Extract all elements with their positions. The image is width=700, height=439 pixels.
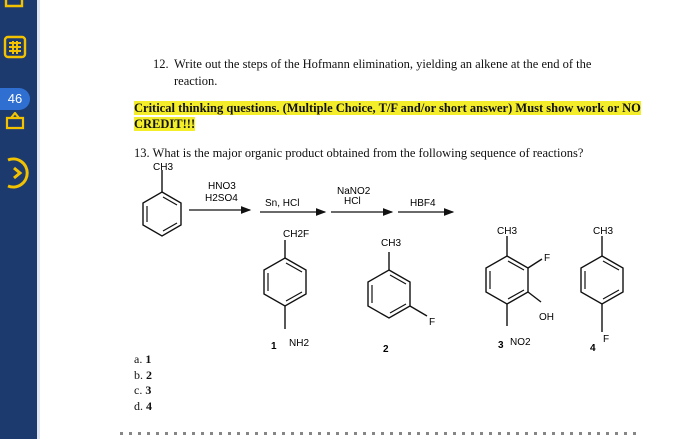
sidebar xyxy=(0,0,37,439)
arrow1-reagent-top: HNO3 xyxy=(208,181,236,192)
top-partial-icon[interactable] xyxy=(2,0,28,18)
sidebar-edge xyxy=(37,0,40,439)
product1-top-group: CH2F xyxy=(283,229,310,240)
question-13 xyxy=(134,146,583,161)
product1-number: 1 xyxy=(271,341,277,352)
product2-top-group: CH3 xyxy=(381,238,402,249)
product4-top-group: CH3 xyxy=(593,226,614,237)
critical-thinking-text: Critical thinking questions. (Multiple Choice, T/F and/or short answer) Must show work or NO CREDIT!!! xyxy=(134,101,641,131)
arrow2-reagent: Sn, HCl xyxy=(265,198,300,209)
question-13-text: What is the major organic product obtained from the following sequence of reactions? xyxy=(152,146,584,160)
product2-number: 2 xyxy=(383,344,389,352)
page-number-badge: 46 xyxy=(0,88,30,110)
critical-thinking-header xyxy=(134,100,656,132)
start-ch3-label: CH3 xyxy=(153,162,174,173)
share-icon[interactable] xyxy=(2,112,28,138)
toluene-structure xyxy=(143,170,181,236)
cut-off-next-question xyxy=(120,432,640,435)
reaction-scheme xyxy=(125,162,685,352)
question-12-line2: reaction. xyxy=(174,74,218,88)
question-12 xyxy=(153,56,591,90)
choice-d[interactable]: d. 4 xyxy=(134,398,152,413)
choice-b[interactable]: b. 2 xyxy=(134,367,152,382)
question-12-number: 12. xyxy=(153,57,169,71)
arrow1-reagent-bottom: H2SO4 xyxy=(205,193,238,204)
product-4-structure xyxy=(581,236,623,332)
product-2-structure xyxy=(368,252,427,318)
product-3-structure xyxy=(486,236,542,326)
calculator-icon[interactable] xyxy=(2,34,28,60)
product-1-structure xyxy=(264,240,306,329)
choice-a[interactable]: a. 1 xyxy=(134,352,152,366)
product3-bottom-group: NO2 xyxy=(510,337,531,348)
product3-number: 3 xyxy=(498,340,504,351)
question-12-line1: Write out the steps of the Hofmann elimination, yielding an alkene at the end of the xyxy=(174,57,592,71)
answer-choices xyxy=(134,352,152,414)
question-13-number: 13. xyxy=(134,146,150,160)
product3-top-group: CH3 xyxy=(497,226,518,237)
product2-fluorine: F xyxy=(429,317,436,328)
refresh-icon[interactable] xyxy=(2,154,30,192)
product3-fluorine: F xyxy=(544,253,551,264)
product1-bottom-group: NH2 xyxy=(289,338,310,349)
choice-c[interactable]: c. 3 xyxy=(134,383,152,397)
product4-bottom-group: F xyxy=(603,334,610,345)
product4-number: 4 xyxy=(590,343,596,352)
arrow3-reagent-top: NaNO2 xyxy=(337,186,371,197)
arrow4-reagent: HBF4 xyxy=(410,198,436,209)
product3-hydroxyl: OH xyxy=(539,312,554,323)
arrow3-reagent-bottom: HCl xyxy=(344,196,361,207)
